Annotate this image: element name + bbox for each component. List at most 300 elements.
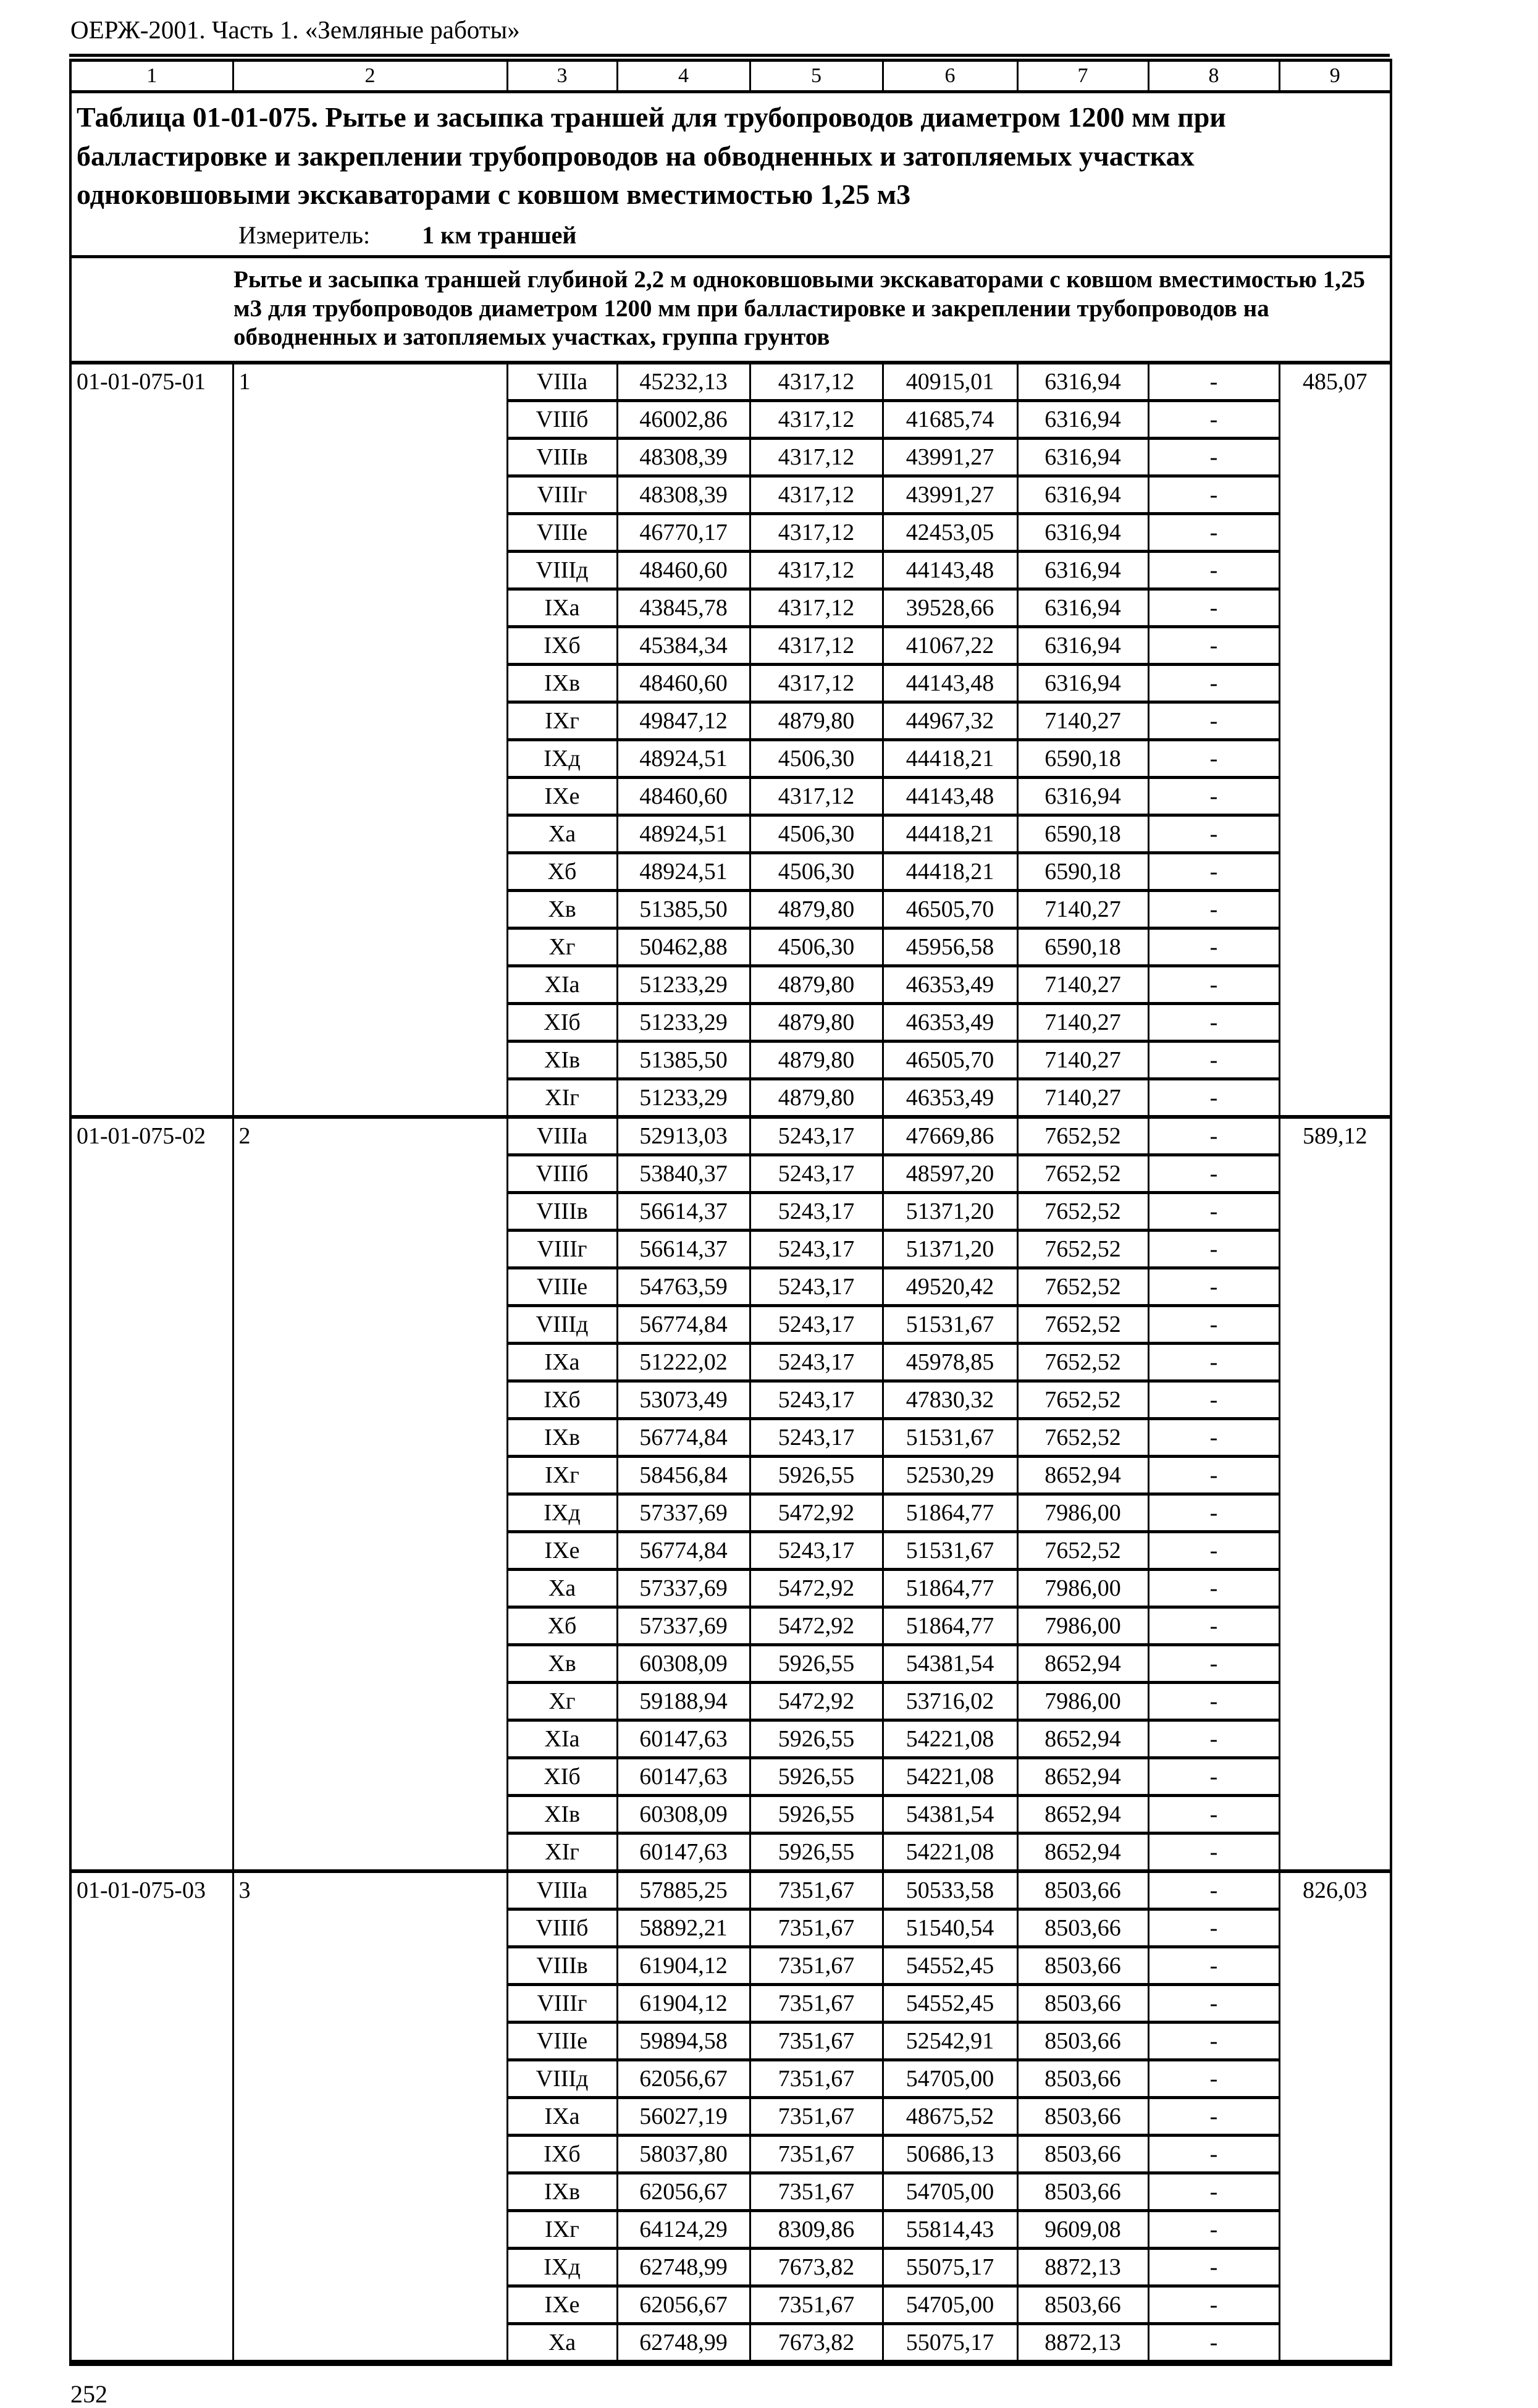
value-cell: 56027,19 <box>617 2098 750 2136</box>
dash-cell: - <box>1148 1306 1279 1344</box>
dash-cell: - <box>1148 1155 1279 1193</box>
value-cell: 4317,12 <box>750 363 883 401</box>
dash-cell: - <box>1148 1985 1279 2023</box>
dash-cell: - <box>1148 2060 1279 2098</box>
value-cell: 51371,20 <box>883 1193 1017 1231</box>
column-number-5: 5 <box>750 61 883 92</box>
value-cell: 7351,67 <box>750 2060 883 2098</box>
soil-group-cell: Xа <box>507 2324 617 2364</box>
value-cell: 8503,66 <box>1017 1871 1148 1909</box>
value-cell: 54221,08 <box>883 1833 1017 1872</box>
description-row <box>70 256 1391 363</box>
value-cell: 7351,67 <box>750 1871 883 1909</box>
value-cell: 7140,27 <box>1017 702 1148 740</box>
value-cell: 4317,12 <box>750 552 883 589</box>
soil-group-cell: XIа <box>507 966 617 1004</box>
value-cell: 5926,55 <box>750 1457 883 1494</box>
table-title: Таблица 01-01-075. Рытье и засыпка траншей для трубопроводов диаметром 1200 мм при балластировке и закреплении трубопроводов на обводненных и затопляемых участках одноковшовыми экскаваторами с ковшом вместимостью 1,25 м3 <box>77 101 1226 211</box>
value-cell: 6590,18 <box>1017 853 1148 891</box>
value-cell: 9609,08 <box>1017 2211 1148 2249</box>
value-cell: 7140,27 <box>1017 1079 1148 1118</box>
soil-group-cell: VIIIе <box>507 514 617 552</box>
value-cell: 51864,77 <box>883 1607 1017 1645</box>
value-cell: 40915,01 <box>883 363 1017 401</box>
soil-group-cell: VIIIв <box>507 1947 617 1985</box>
value-cell: 7140,27 <box>1017 891 1148 928</box>
dash-cell: - <box>1148 1231 1279 1268</box>
value-cell: 7673,82 <box>750 2324 883 2364</box>
value-cell: 57337,69 <box>617 1607 750 1645</box>
column-number-3: 3 <box>507 61 617 92</box>
soil-group-cell: Xб <box>507 1607 617 1645</box>
soil-group-cell: XIв <box>507 1796 617 1833</box>
column-number-4: 4 <box>617 61 750 92</box>
soil-group-cell: IXд <box>507 1494 617 1532</box>
value-cell: 51540,54 <box>883 1909 1017 1947</box>
value-cell: 51864,77 <box>883 1570 1017 1607</box>
value-cell: 4879,80 <box>750 891 883 928</box>
soil-group-cell: IXе <box>507 1532 617 1570</box>
soil-group-cell: IXе <box>507 2286 617 2324</box>
value-cell: 7652,52 <box>1017 1381 1148 1419</box>
page-number: 252 <box>70 2380 107 2408</box>
value-cell: 47669,86 <box>883 1117 1017 1155</box>
value-cell: 5472,92 <box>750 1494 883 1532</box>
value-cell: 7652,52 <box>1017 1155 1148 1193</box>
soil-group-cell: VIIIг <box>507 476 617 514</box>
value-cell: 5243,17 <box>750 1155 883 1193</box>
value-cell: 45384,34 <box>617 627 750 665</box>
table-row <box>70 1117 1391 1155</box>
dash-cell: - <box>1148 966 1279 1004</box>
value-cell: 57337,69 <box>617 1570 750 1607</box>
soil-group-cell: IXб <box>507 627 617 665</box>
value-cell: 4317,12 <box>750 476 883 514</box>
value-cell: 44143,48 <box>883 552 1017 589</box>
value-cell: 60308,09 <box>617 1645 750 1683</box>
value-cell: 51864,77 <box>883 1494 1017 1532</box>
value-cell: 6590,18 <box>1017 815 1148 853</box>
value-cell: 7652,52 <box>1017 1306 1148 1344</box>
value-cell: 4506,30 <box>750 740 883 778</box>
value-cell: 7652,52 <box>1017 1419 1148 1457</box>
dash-cell: - <box>1148 2286 1279 2324</box>
value-cell: 8503,66 <box>1017 2136 1148 2173</box>
value-cell: 46505,70 <box>883 1042 1017 1079</box>
value-cell: 8652,94 <box>1017 1758 1148 1796</box>
soil-group-cell: XIа <box>507 1720 617 1758</box>
value-cell: 6316,94 <box>1017 627 1148 665</box>
dash-cell: - <box>1148 2136 1279 2173</box>
soil-group-cell: VIIIб <box>507 1155 617 1193</box>
value-cell: 55075,17 <box>883 2324 1017 2364</box>
value-cell: 7652,52 <box>1017 1231 1148 1268</box>
value-cell: 54381,54 <box>883 1796 1017 1833</box>
soil-group-cell: Xв <box>507 891 617 928</box>
value-cell: 8872,13 <box>1017 2249 1148 2286</box>
dash-cell: - <box>1148 1042 1279 1079</box>
measurer-line <box>77 214 1382 251</box>
value-cell: 56774,84 <box>617 1419 750 1457</box>
value-cell: 4879,80 <box>750 966 883 1004</box>
value-cell: 54705,00 <box>883 2173 1017 2211</box>
value-cell: 50686,13 <box>883 2136 1017 2173</box>
table-row <box>70 1871 1391 1909</box>
value-cell: 54221,08 <box>883 1720 1017 1758</box>
soil-group-cell: Xб <box>507 853 617 891</box>
value-cell: 44143,48 <box>883 778 1017 815</box>
soil-group-cell: XIб <box>507 1004 617 1042</box>
dash-cell: - <box>1148 363 1279 401</box>
value-cell: 7351,67 <box>750 2173 883 2211</box>
dash-cell: - <box>1148 2324 1279 2364</box>
extra-value-cell: 826,03 <box>1279 1871 1391 2363</box>
value-cell: 7351,67 <box>750 2098 883 2136</box>
value-cell: 6316,94 <box>1017 401 1148 439</box>
value-cell: 60308,09 <box>617 1796 750 1833</box>
dash-cell: - <box>1148 1570 1279 1607</box>
dash-cell: - <box>1148 2023 1279 2060</box>
value-cell: 5243,17 <box>750 1419 883 1457</box>
soil-group-cell: VIIIб <box>507 1909 617 1947</box>
dash-cell: - <box>1148 514 1279 552</box>
column-numbers-row <box>70 61 1391 92</box>
value-cell: 7140,27 <box>1017 1004 1148 1042</box>
value-cell: 5243,17 <box>750 1268 883 1306</box>
soil-group-cell: VIIIа <box>507 1871 617 1909</box>
soil-group-cell: IXб <box>507 1381 617 1419</box>
value-cell: 51233,29 <box>617 1004 750 1042</box>
group-number-cell: 3 <box>233 1871 507 2363</box>
value-cell: 8652,94 <box>1017 1796 1148 1833</box>
soil-group-cell: XIб <box>507 1758 617 1796</box>
value-cell: 54705,00 <box>883 2060 1017 2098</box>
dash-cell: - <box>1148 1419 1279 1457</box>
value-cell: 7351,67 <box>750 2023 883 2060</box>
value-cell: 8503,66 <box>1017 1947 1148 1985</box>
dash-cell: - <box>1148 1004 1279 1042</box>
value-cell: 62748,99 <box>617 2249 750 2286</box>
dash-cell: - <box>1148 627 1279 665</box>
value-cell: 58892,21 <box>617 1909 750 1947</box>
dash-cell: - <box>1148 552 1279 589</box>
soil-group-cell: VIIIг <box>507 1231 617 1268</box>
soil-group-cell: XIв <box>507 1042 617 1079</box>
value-cell: 7652,52 <box>1017 1193 1148 1231</box>
value-cell: 6316,94 <box>1017 589 1148 627</box>
value-cell: 60147,63 <box>617 1720 750 1758</box>
soil-group-cell: VIIIа <box>507 363 617 401</box>
value-cell: 4317,12 <box>750 627 883 665</box>
value-cell: 46353,49 <box>883 1079 1017 1118</box>
soil-group-cell: VIIIд <box>507 1306 617 1344</box>
value-cell: 4506,30 <box>750 853 883 891</box>
value-cell: 8503,66 <box>1017 2060 1148 2098</box>
value-cell: 58456,84 <box>617 1457 750 1494</box>
value-cell: 42453,05 <box>883 514 1017 552</box>
value-cell: 7351,67 <box>750 2136 883 2173</box>
soil-group-cell: IXд <box>507 2249 617 2286</box>
page-header: ОЕРЖ-2001. Часть 1. «Земляные работы» <box>69 14 1390 57</box>
dash-cell: - <box>1148 1117 1279 1155</box>
value-cell: 59894,58 <box>617 2023 750 2060</box>
column-number-8: 8 <box>1148 61 1279 92</box>
value-cell: 45956,58 <box>883 928 1017 966</box>
dash-cell: - <box>1148 2211 1279 2249</box>
value-cell: 58037,80 <box>617 2136 750 2173</box>
value-cell: 5926,55 <box>750 1720 883 1758</box>
soil-group-cell: IXг <box>507 702 617 740</box>
value-cell: 8652,94 <box>1017 1720 1148 1758</box>
soil-group-cell: VIIIб <box>507 401 617 439</box>
value-cell: 4879,80 <box>750 1079 883 1118</box>
value-cell: 61904,12 <box>617 1985 750 2023</box>
value-cell: 54381,54 <box>883 1645 1017 1683</box>
soil-group-cell: IXв <box>507 2173 617 2211</box>
value-cell: 48308,39 <box>617 439 750 476</box>
dash-cell: - <box>1148 928 1279 966</box>
column-number-7: 7 <box>1017 61 1148 92</box>
value-cell: 48924,51 <box>617 853 750 891</box>
value-cell: 53073,49 <box>617 1381 750 1419</box>
value-cell: 6316,94 <box>1017 514 1148 552</box>
value-cell: 50533,58 <box>883 1871 1017 1909</box>
dash-cell: - <box>1148 1457 1279 1494</box>
soil-group-cell: Xг <box>507 1683 617 1720</box>
dash-cell: - <box>1148 476 1279 514</box>
soil-group-cell: IXе <box>507 778 617 815</box>
value-cell: 48308,39 <box>617 476 750 514</box>
dash-cell: - <box>1148 1532 1279 1570</box>
soil-group-cell: VIIIд <box>507 552 617 589</box>
value-cell: 54552,45 <box>883 1947 1017 1985</box>
dash-cell: - <box>1148 2173 1279 2211</box>
value-cell: 53716,02 <box>883 1683 1017 1720</box>
value-cell: 7351,67 <box>750 1985 883 2023</box>
value-cell: 8652,94 <box>1017 1457 1148 1494</box>
soil-group-cell: VIIIа <box>507 1117 617 1155</box>
value-cell: 7673,82 <box>750 2249 883 2286</box>
measurer-label: Измеритель: <box>238 221 371 249</box>
value-cell: 6316,94 <box>1017 665 1148 702</box>
value-cell: 7351,67 <box>750 2286 883 2324</box>
value-cell: 39528,66 <box>883 589 1017 627</box>
value-cell: 5243,17 <box>750 1231 883 1268</box>
value-cell: 47830,32 <box>883 1381 1017 1419</box>
value-cell: 4879,80 <box>750 1004 883 1042</box>
value-cell: 49847,12 <box>617 702 750 740</box>
value-cell: 50462,88 <box>617 928 750 966</box>
value-cell: 55075,17 <box>883 2249 1017 2286</box>
value-cell: 8309,86 <box>750 2211 883 2249</box>
value-cell: 4879,80 <box>750 1042 883 1079</box>
value-cell: 46353,49 <box>883 1004 1017 1042</box>
value-cell: 5472,92 <box>750 1607 883 1645</box>
value-cell: 57337,69 <box>617 1494 750 1532</box>
column-number-2: 2 <box>233 61 507 92</box>
value-cell: 5926,55 <box>750 1645 883 1683</box>
value-cell: 6316,94 <box>1017 363 1148 401</box>
dash-cell: - <box>1148 589 1279 627</box>
value-cell: 5243,17 <box>750 1306 883 1344</box>
value-cell: 54221,08 <box>883 1758 1017 1796</box>
dash-cell: - <box>1148 1758 1279 1796</box>
value-cell: 8652,94 <box>1017 1645 1148 1683</box>
soil-group-cell: IXб <box>507 2136 617 2173</box>
value-cell: 6590,18 <box>1017 740 1148 778</box>
dash-cell: - <box>1148 665 1279 702</box>
value-cell: 4317,12 <box>750 401 883 439</box>
dash-cell: - <box>1148 1645 1279 1683</box>
value-cell: 5243,17 <box>750 1193 883 1231</box>
value-cell: 43845,78 <box>617 589 750 627</box>
value-cell: 7351,67 <box>750 1947 883 1985</box>
soil-group-cell: Xа <box>507 1570 617 1607</box>
value-cell: 4506,30 <box>750 815 883 853</box>
value-cell: 8503,66 <box>1017 2098 1148 2136</box>
value-cell: 44418,21 <box>883 740 1017 778</box>
value-cell: 46353,49 <box>883 966 1017 1004</box>
extra-value-cell: 589,12 <box>1279 1117 1391 1871</box>
value-cell: 46770,17 <box>617 514 750 552</box>
value-cell: 5926,55 <box>750 1758 883 1796</box>
value-cell: 5243,17 <box>750 1532 883 1570</box>
soil-group-cell: XIг <box>507 1079 617 1118</box>
dash-cell: - <box>1148 401 1279 439</box>
value-cell: 64124,29 <box>617 2211 750 2249</box>
dash-cell: - <box>1148 1909 1279 1947</box>
value-cell: 46002,86 <box>617 401 750 439</box>
value-cell: 51531,67 <box>883 1419 1017 1457</box>
value-cell: 6316,94 <box>1017 552 1148 589</box>
soil-group-cell: IXг <box>507 2211 617 2249</box>
soil-group-cell: IXа <box>507 2098 617 2136</box>
value-cell: 55814,43 <box>883 2211 1017 2249</box>
value-cell: 4317,12 <box>750 514 883 552</box>
table-row <box>70 363 1391 401</box>
value-cell: 4506,30 <box>750 928 883 966</box>
value-cell: 8503,66 <box>1017 2286 1148 2324</box>
value-cell: 54552,45 <box>883 1985 1017 2023</box>
value-cell: 5243,17 <box>750 1344 883 1381</box>
dash-cell: - <box>1148 1720 1279 1758</box>
soil-group-cell: IXа <box>507 589 617 627</box>
value-cell: 56614,37 <box>617 1231 750 1268</box>
page-content <box>69 14 1390 2407</box>
code-cell: 01-01-075-03 <box>70 1871 233 2363</box>
dash-cell: - <box>1148 891 1279 928</box>
soil-group-cell: Xв <box>507 1645 617 1683</box>
value-cell: 7351,67 <box>750 1909 883 1947</box>
dash-cell: - <box>1148 1833 1279 1872</box>
measurer-value: 1 км траншей <box>422 221 577 249</box>
value-cell: 56774,84 <box>617 1532 750 1570</box>
dash-cell: - <box>1148 2249 1279 2286</box>
value-cell: 45232,13 <box>617 363 750 401</box>
value-cell: 8503,66 <box>1017 1909 1148 1947</box>
value-cell: 62056,67 <box>617 2173 750 2211</box>
value-cell: 6590,18 <box>1017 928 1148 966</box>
value-cell: 44418,21 <box>883 853 1017 891</box>
code-cell: 01-01-075-01 <box>70 363 233 1117</box>
value-cell: 5243,17 <box>750 1117 883 1155</box>
value-cell: 62748,99 <box>617 2324 750 2364</box>
value-cell: 56774,84 <box>617 1306 750 1344</box>
value-cell: 7986,00 <box>1017 1683 1148 1720</box>
dash-cell: - <box>1148 2098 1279 2136</box>
value-cell: 53840,37 <box>617 1155 750 1193</box>
dash-cell: - <box>1148 740 1279 778</box>
value-cell: 43991,27 <box>883 476 1017 514</box>
title-row <box>70 92 1391 257</box>
value-cell: 4879,80 <box>750 702 883 740</box>
value-cell: 7986,00 <box>1017 1607 1148 1645</box>
value-cell: 54763,59 <box>617 1268 750 1306</box>
value-cell: 48460,60 <box>617 778 750 815</box>
value-cell: 41685,74 <box>883 401 1017 439</box>
value-cell: 5472,92 <box>750 1570 883 1607</box>
dash-cell: - <box>1148 1494 1279 1532</box>
column-number-6: 6 <box>883 61 1017 92</box>
value-cell: 48924,51 <box>617 740 750 778</box>
value-cell: 45978,85 <box>883 1344 1017 1381</box>
soil-group-cell: VIIIе <box>507 1268 617 1306</box>
value-cell: 6316,94 <box>1017 439 1148 476</box>
value-cell: 7140,27 <box>1017 966 1148 1004</box>
value-cell: 8503,66 <box>1017 2023 1148 2060</box>
group-number-cell: 2 <box>233 1117 507 1871</box>
soil-group-cell: VIIIв <box>507 439 617 476</box>
table-body <box>70 363 1391 2363</box>
value-cell: 51371,20 <box>883 1231 1017 1268</box>
value-cell: 51531,67 <box>883 1306 1017 1344</box>
column-number-1: 1 <box>70 61 233 92</box>
dash-cell: - <box>1148 1344 1279 1381</box>
norm-table <box>69 59 1392 2366</box>
value-cell: 57885,25 <box>617 1871 750 1909</box>
soil-group-cell: IXв <box>507 1419 617 1457</box>
value-cell: 61904,12 <box>617 1947 750 1985</box>
dash-cell: - <box>1148 1193 1279 1231</box>
value-cell: 51222,02 <box>617 1344 750 1381</box>
value-cell: 5243,17 <box>750 1381 883 1419</box>
value-cell: 48460,60 <box>617 552 750 589</box>
value-cell: 51385,50 <box>617 891 750 928</box>
value-cell: 51385,50 <box>617 1042 750 1079</box>
value-cell: 48460,60 <box>617 665 750 702</box>
value-cell: 52913,03 <box>617 1117 750 1155</box>
value-cell: 52542,91 <box>883 2023 1017 2060</box>
value-cell: 5926,55 <box>750 1833 883 1872</box>
value-cell: 44143,48 <box>883 665 1017 702</box>
value-cell: 51531,67 <box>883 1532 1017 1570</box>
value-cell: 49520,42 <box>883 1268 1017 1306</box>
value-cell: 7652,52 <box>1017 1532 1148 1570</box>
extra-value-cell: 485,07 <box>1279 363 1391 1117</box>
value-cell: 4317,12 <box>750 439 883 476</box>
code-cell: 01-01-075-02 <box>70 1117 233 1871</box>
soil-group-cell: Xг <box>507 928 617 966</box>
value-cell: 4317,12 <box>750 665 883 702</box>
value-cell: 7140,27 <box>1017 1042 1148 1079</box>
soil-group-cell: Xа <box>507 815 617 853</box>
value-cell: 7652,52 <box>1017 1117 1148 1155</box>
value-cell: 43991,27 <box>883 439 1017 476</box>
dash-cell: - <box>1148 1381 1279 1419</box>
value-cell: 44418,21 <box>883 815 1017 853</box>
value-cell: 7986,00 <box>1017 1494 1148 1532</box>
soil-group-cell: IXд <box>507 740 617 778</box>
